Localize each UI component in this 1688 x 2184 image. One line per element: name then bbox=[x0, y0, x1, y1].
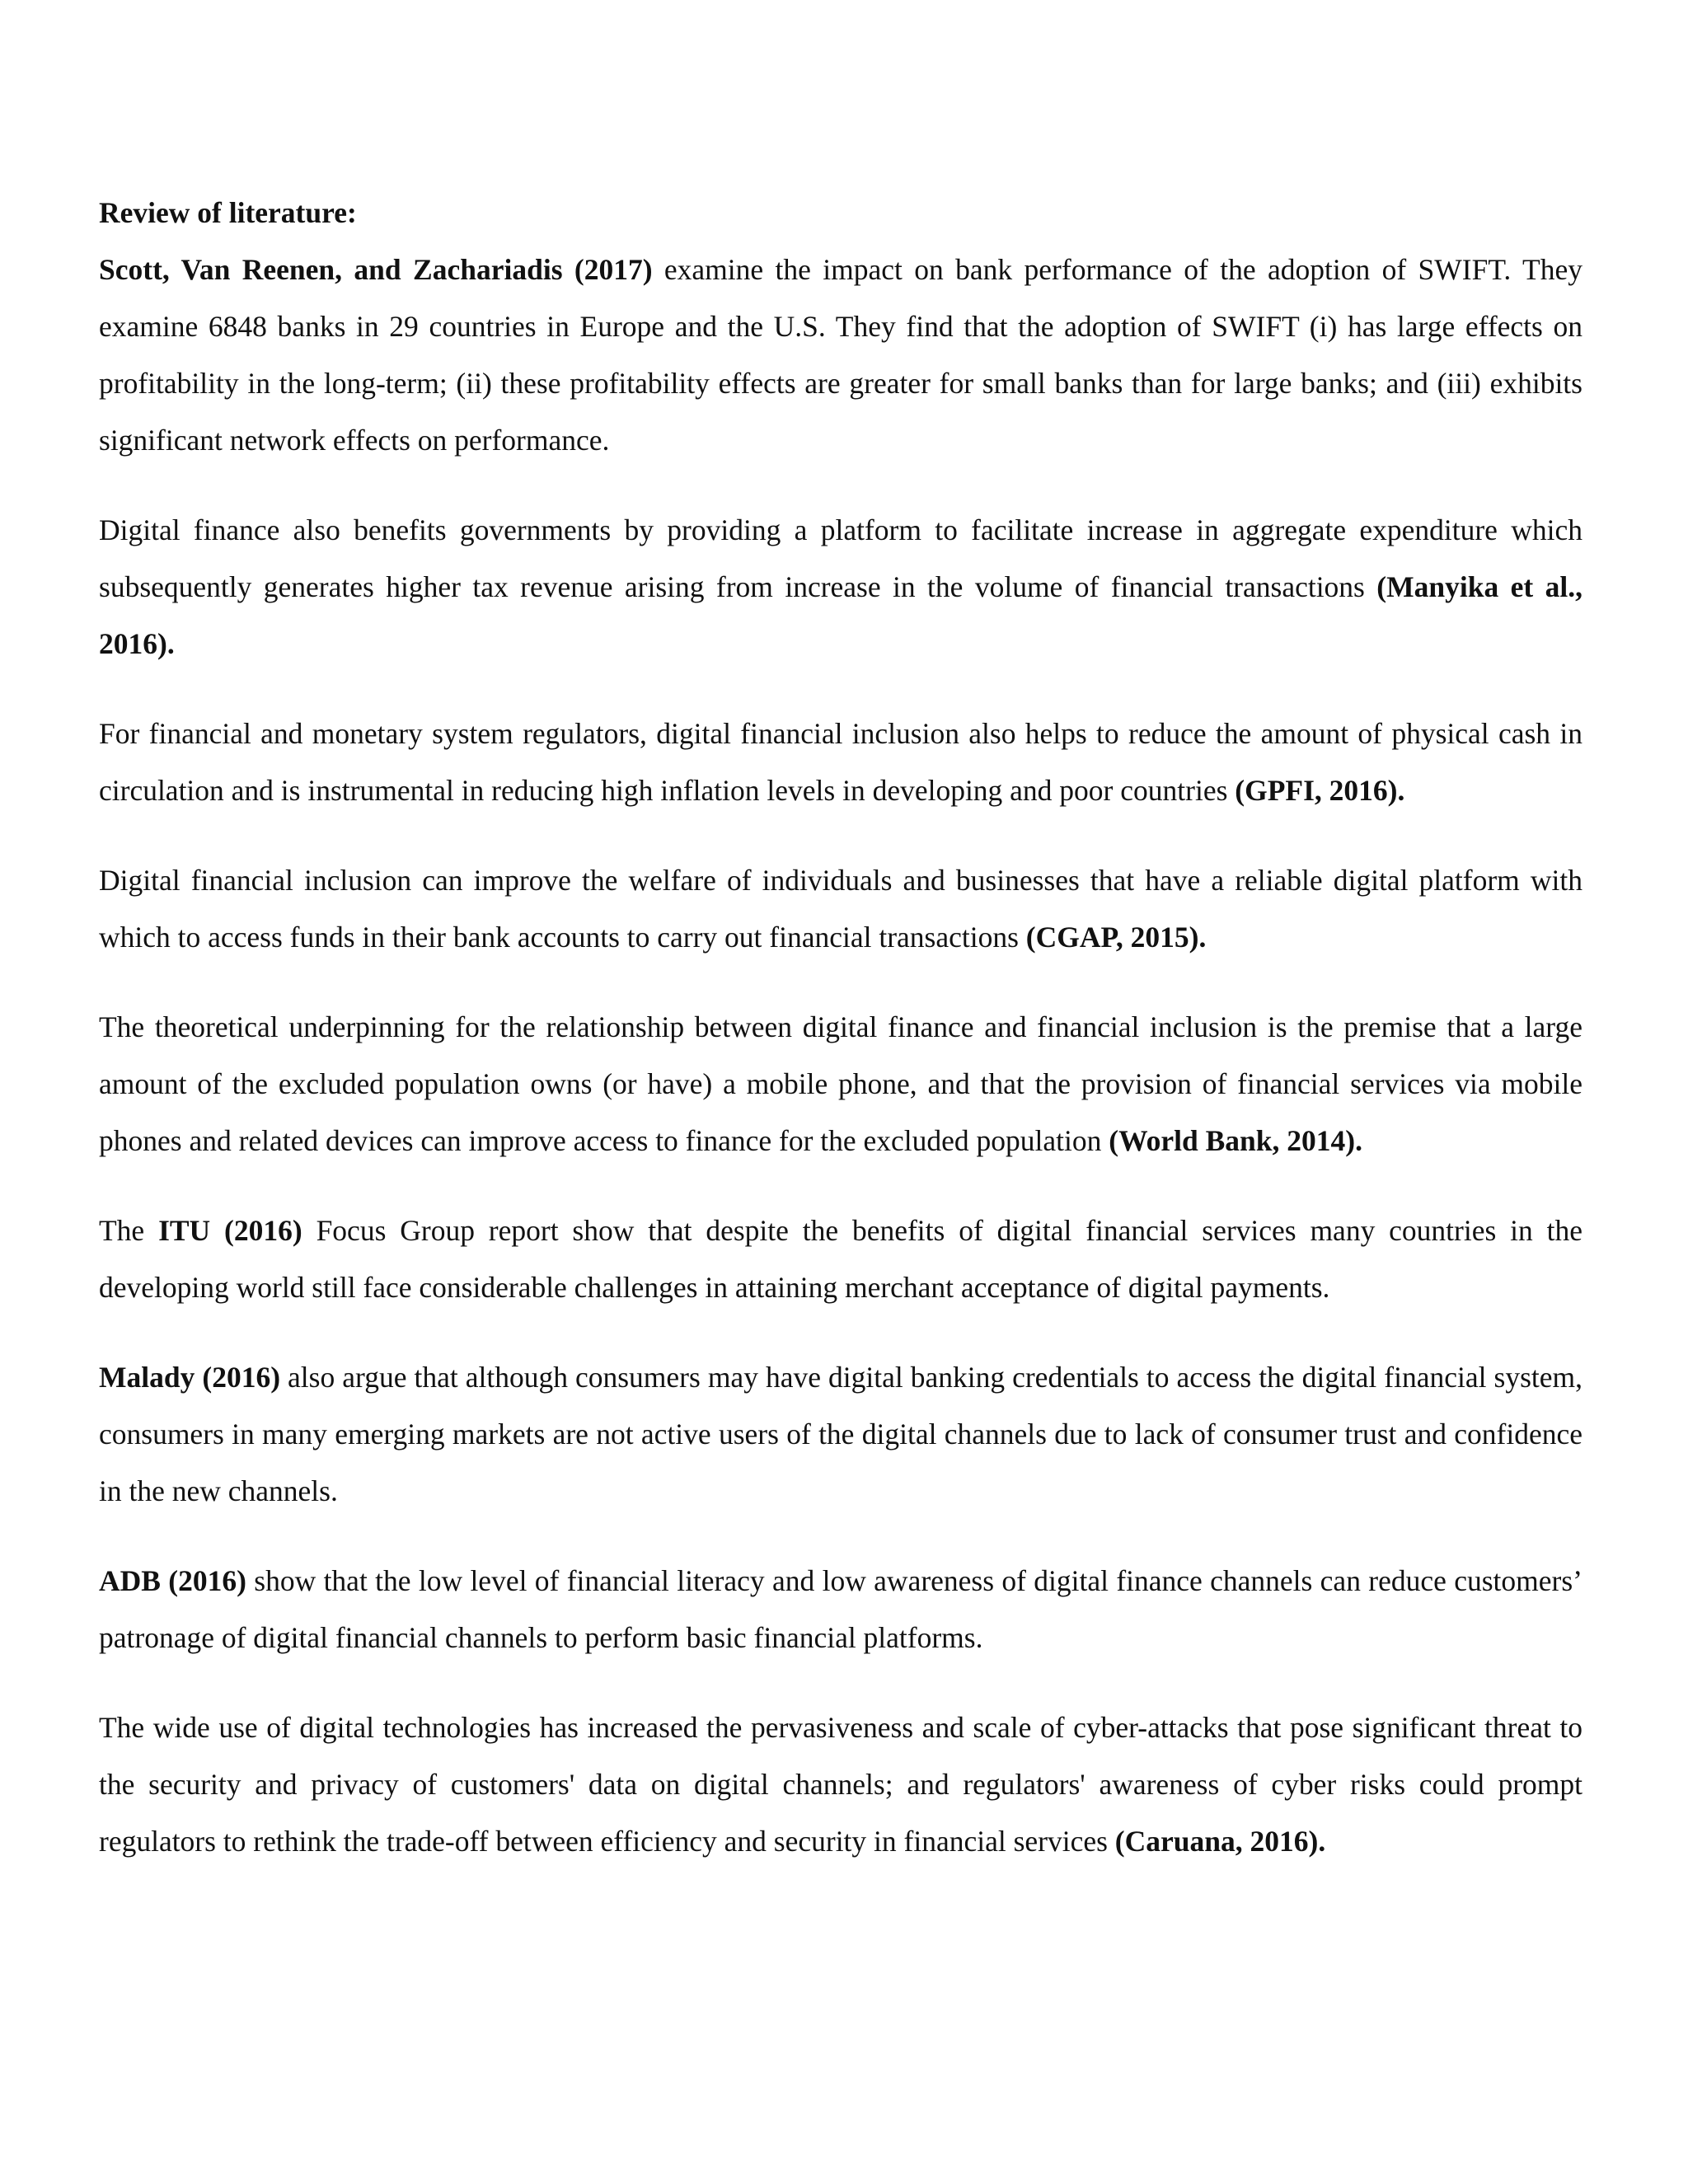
paragraph-text: Digital finance also benefits governments by providing a platform to facilitate increase in aggregate expenditure which subsequently generates higher tax revenue arising from increase in the volume of financial transactions bbox=[99, 513, 1582, 603]
citation: (CGAP, 2015). bbox=[1025, 921, 1207, 954]
paragraph-4 bbox=[99, 852, 1582, 966]
paragraph-9 bbox=[99, 1699, 1582, 1870]
paragraph-text: show that the low level of financial literacy and low awareness of digital finance channels can reduce customers’ patronage of digital financial channels to perform basic financial platforms. bbox=[99, 1564, 1582, 1654]
document-page bbox=[99, 185, 1582, 1903]
paragraph-text: The theoretical underpinning for the relationship between digital finance and financial inclusion is the premise that a large amount of the excluded population owns (or have) a mobile phone, and that the provision of financial services via mobile phones and related devices can improve access to finance for the excluded population bbox=[99, 1010, 1582, 1157]
paragraph-text: The bbox=[99, 1214, 159, 1247]
citation: (Caruana, 2016). bbox=[1114, 1825, 1326, 1858]
paragraph-3 bbox=[99, 705, 1582, 819]
citation: ADB (2016) bbox=[99, 1564, 246, 1597]
paragraph-text: examine the impact on bank performance of the adoption of SWIFT. They examine 6848 banks in 29 countries in Europe and the U.S. They find that the adoption of SWIFT (i) has large effects on profitability in the long-term; (ii) these profitability effects are greater for small banks than for large banks; and (iii) exhibits significant network effects on performance. bbox=[99, 253, 1582, 457]
section-heading: Review of literature: bbox=[99, 196, 357, 229]
paragraph-text: Digital financial inclusion can improve the welfare of individuals and businesses that have a reliable digital platform with which to access funds in their bank accounts to carry out financial transactions bbox=[99, 864, 1582, 954]
citation: (GPFI, 2016). bbox=[1235, 774, 1405, 807]
citation: (World Bank, 2014). bbox=[1109, 1124, 1362, 1157]
citation: ITU (2016) bbox=[158, 1214, 302, 1247]
paragraph-5 bbox=[99, 999, 1582, 1169]
paragraph-8 bbox=[99, 1553, 1582, 1666]
paragraph-6 bbox=[99, 1202, 1582, 1316]
paragraph-text: The wide use of digital technologies has increased the pervasiveness and scale of cyber-attacks that pose significant threat to the security and privacy of customers' data on digital channels; and regulators' awareness of cyber risks could prompt regulators to rethink the trade-off between efficiency and security in financial services bbox=[99, 1711, 1582, 1858]
citation: Malady (2016) bbox=[99, 1361, 281, 1394]
paragraph-text: For financial and monetary system regulators, digital financial inclusion also helps to reduce the amount of physical cash in circulation and is instrumental in reducing high inflation levels in developing and poor countries bbox=[99, 717, 1582, 807]
citation: Scott, Van Reenen, and Zachariadis (2017) bbox=[99, 253, 653, 286]
citation: (Manyika et al., 2016). bbox=[99, 570, 1582, 660]
paragraph-1 bbox=[99, 241, 1582, 469]
paragraph-2 bbox=[99, 502, 1582, 673]
paragraph-text: Focus Group report show that despite the benefits of digital financial services many countries in the developing world still face considerable challenges in attaining merchant acceptance of digital payments. bbox=[99, 1214, 1582, 1304]
paragraph-7 bbox=[99, 1349, 1582, 1520]
paragraph-text: also argue that although consumers may have digital banking credentials to access the digital financial system, consumers in many emerging markets are not active users of the digital channels due to lack of consumer trust and confidence in the new channels. bbox=[99, 1361, 1582, 1507]
